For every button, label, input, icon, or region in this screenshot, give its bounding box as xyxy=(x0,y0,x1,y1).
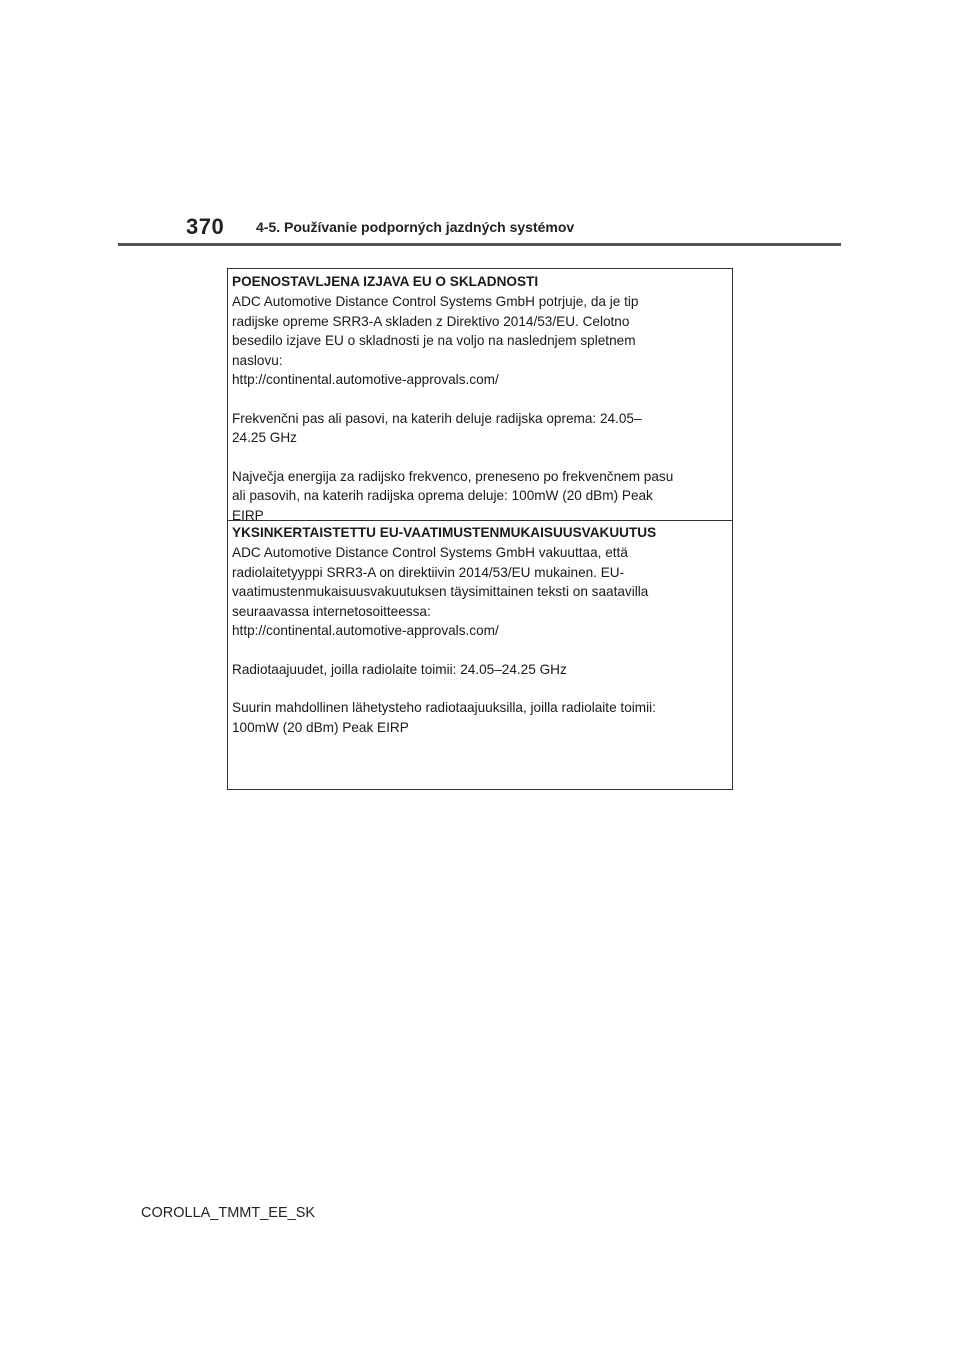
declaration-heading: POENOSTAVLJENA IZJAVA EU O SKLADNOSTI xyxy=(232,274,539,289)
declaration-section-finnish xyxy=(228,520,732,788)
document-code: COROLLA_TMMT_EE_SK xyxy=(141,1205,316,1221)
declaration-heading: YKSINKERTAISTETTU EU-VAATIMUSTENMUKAISUUSVAKUUTUS xyxy=(232,525,657,540)
page-header xyxy=(0,0,960,250)
declaration-power: Suurin mahdollinen lähetysteho radiotaajuuksilla, joilla radiolaite toimii: 100mW (20 dBm) Peak EIRP xyxy=(232,700,656,735)
declaration-frequency: Radiotaajuudet, joilla radiolaite toimii: 24.05–24.25 GHz xyxy=(232,661,567,677)
section-title: 4-5. Používanie podporných jazdných systémov xyxy=(256,219,575,235)
page-number: 370 xyxy=(186,214,225,239)
declaration-intro: ADC Automotive Distance Control Systems GmbH vakuuttaa, että radiolaitetyyppi SRR3-A on direktiivin 2014/53/EU mukainen. EU- vaatimustenmukaisuusvakuutuksen täysimittainen teksti on saatavilla seuraavassa internetosoitteessa: http://continental.automotive-approvals.com/ xyxy=(232,545,649,638)
declaration-power: Največja energija za radijsko frekvenco, preneseno po frekvenčnem pasu ali pasovih, na katerih radijska oprema deluje: 100mW (20 dBm) Peak EIRP xyxy=(232,468,674,523)
declaration-box xyxy=(227,268,733,790)
declaration-intro: ADC Automotive Distance Control Systems GmbH potrjuje, da je tip radijske opreme SRR3-A skladen z Direktivo 2014/53/EU. Celotno besedilo izjave EU o skladnosti je na voljo na naslednjem spletnem naslovu: http://continental.automotive-approvals.com/ xyxy=(232,294,639,387)
header-divider xyxy=(118,243,841,246)
declaration-frequency: Frekvenčni pas ali pasovi, na katerih deluje radijska oprema: 24.05– 24.25 GHz xyxy=(232,410,642,445)
declaration-section-slovenian xyxy=(228,272,732,522)
